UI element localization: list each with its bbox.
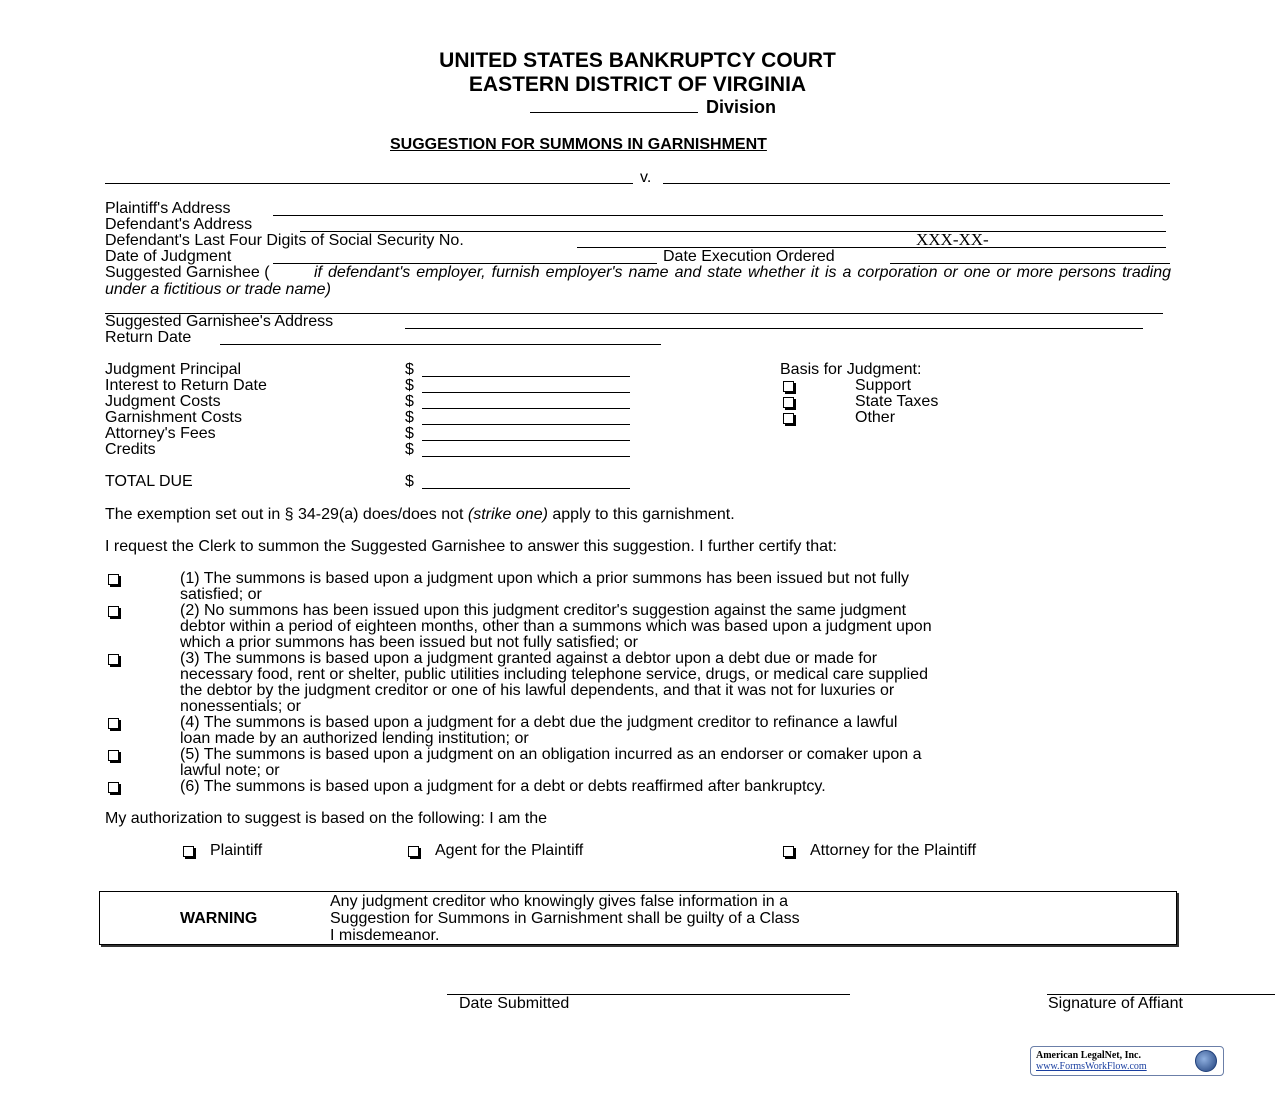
- basis-state-taxes-checkbox[interactable]: [783, 397, 794, 408]
- cert-2-text: which a prior summons has been issued but not fully satisfied; or: [180, 634, 639, 651]
- credits-field[interactable]: [422, 456, 630, 457]
- auth-plaintiff-label: Plaintiff: [210, 842, 263, 859]
- dollar-sign: $: [405, 393, 414, 410]
- judgment-costs-label: Judgment Costs: [105, 393, 221, 410]
- judgment-principal-label: Judgment Principal: [105, 361, 242, 378]
- suggested-garnishee-label: Suggested Garnishee (: [105, 264, 270, 281]
- defendant-name-blank[interactable]: [663, 183, 1170, 184]
- auth-attorney-checkbox[interactable]: [783, 846, 794, 857]
- globe-icon: [1195, 1050, 1217, 1072]
- versus: v.: [640, 169, 652, 186]
- authorization-label: My authorization to suggest is based on the following: I am the: [105, 810, 548, 827]
- cert-2-text: (2) No summons has been issued upon this judgment creditor's suggestion against the same judgment: [180, 602, 907, 619]
- court-name: UNITED STATES BANKRUPTCY COURT: [439, 49, 836, 72]
- defendant-address-label: Defendant's Address: [105, 216, 253, 233]
- interest-label: Interest to Return Date: [105, 377, 267, 394]
- dollar-sign: $: [405, 409, 414, 426]
- basis-other-label: Other: [855, 409, 896, 426]
- cert-3-text: nonessentials; or: [180, 698, 301, 715]
- total-due-label: TOTAL DUE: [105, 473, 193, 490]
- cert-2-checkbox[interactable]: [108, 606, 119, 617]
- publisher-name: American LegalNet, Inc.: [1036, 1050, 1141, 1061]
- signature-label: Signature of Affiant: [1048, 995, 1183, 1012]
- auth-agent-label: Agent for the Plaintiff: [435, 842, 584, 859]
- ssn-prefix: XXX-XX-: [916, 230, 989, 249]
- credits-label: Credits: [105, 441, 156, 458]
- exemption-statement: The exemption set out in § 34-29(a) does/does not (strike one) apply to this garnishment.: [105, 506, 735, 523]
- auth-attorney-label: Attorney for the Plaintiff: [810, 842, 977, 859]
- judgment-costs-field[interactable]: [422, 408, 630, 409]
- cert-4-text: (4) The summons is based upon a judgment for a debt due the judgment creditor to refinance a lawful: [180, 714, 898, 731]
- auth-plaintiff-checkbox[interactable]: [183, 846, 194, 857]
- dollar-sign: $: [405, 425, 414, 442]
- cert-6-checkbox[interactable]: [108, 782, 119, 793]
- suggested-garnishee-note: if defendant's employer, furnish employer's name and state whether it is a corporation or one or more persons trading under a fictitious or trade name): [105, 264, 1171, 298]
- basis-label: Basis for Judgment:: [780, 361, 922, 378]
- plaintiff-name-blank[interactable]: [105, 183, 633, 184]
- basis-support-checkbox[interactable]: [783, 381, 794, 392]
- dollar-sign: $: [405, 377, 414, 394]
- date-of-judgment-label: Date of Judgment: [105, 248, 232, 265]
- basis-support-label: Support: [855, 377, 912, 394]
- garnishment-costs-label: Garnishment Costs: [105, 409, 242, 426]
- cert-1-text: satisfied; or: [180, 586, 262, 603]
- cert-6-text: (6) The summons is based upon a judgment for a debt or debts reaffirmed after bankruptcy.: [180, 778, 826, 795]
- cert-5-checkbox[interactable]: [108, 750, 119, 761]
- cert-3-checkbox[interactable]: [108, 654, 119, 665]
- publisher-url[interactable]: www.FormsWorkFlow.com: [1036, 1061, 1147, 1072]
- date-execution-label: Date Execution Ordered: [663, 248, 835, 265]
- return-date-field[interactable]: [220, 344, 661, 345]
- attorneys-fees-field[interactable]: [422, 440, 630, 441]
- division-blank[interactable]: [530, 112, 698, 113]
- basis-other-checkbox[interactable]: [783, 413, 794, 424]
- cert-1-text: (1) The summons is based upon a judgment upon which a prior summons has been issued but not fully: [180, 570, 909, 587]
- total-due-field[interactable]: [422, 488, 630, 489]
- cert-5-text: lawful note; or: [180, 762, 280, 779]
- plaintiff-address-field[interactable]: [273, 215, 1163, 216]
- cert-3-text: the debtor by the judgment creditor or one of his lawful dependents, and that it was not for luxuries or: [180, 682, 895, 699]
- division-label: Division: [706, 97, 777, 117]
- cert-3-text: (3) The summons is based upon a judgment granted against a debtor upon a debt due or made for: [180, 650, 878, 667]
- garnishee-address-field[interactable]: [405, 328, 1143, 329]
- warning-text: I misdemeanor.: [330, 927, 440, 944]
- garnishee-address-label: Suggested Garnishee's Address: [105, 313, 334, 330]
- warning-text: Any judgment creditor who knowingly gives false information in a: [330, 893, 789, 910]
- cert-4-checkbox[interactable]: [108, 718, 119, 729]
- auth-agent-checkbox[interactable]: [408, 846, 419, 857]
- request-statement: I request the Clerk to summon the Suggested Garnishee to answer this suggestion. I further certify that:: [105, 538, 837, 555]
- interest-field[interactable]: [422, 392, 630, 393]
- cert-5-text: (5) The summons is based upon a judgment on an obligation incurred as an endorser or comaker upon a: [180, 746, 922, 763]
- date-submitted-label: Date Submitted: [459, 995, 570, 1012]
- form-title: SUGGESTION FOR SUMMONS IN GARNISHMENT: [390, 136, 767, 153]
- cert-3-text: necessary food, rent or shelter, public utilities including telephone service, drugs, or medical care supplied: [180, 666, 928, 683]
- dollar-sign: $: [405, 473, 414, 490]
- warning-text: Suggestion for Summons in Garnishment shall be guilty of a Class: [330, 910, 800, 927]
- ssn-label: Defendant's Last Four Digits of Social Security No.: [105, 232, 464, 249]
- cert-2-text: debtor within a period of eighteen months, other than a summons which was based upon a judgment upon: [180, 618, 932, 635]
- plaintiff-address-label: Plaintiff's Address: [105, 200, 231, 217]
- attorneys-fees-label: Attorney's Fees: [105, 425, 216, 442]
- warning-label: WARNING: [180, 910, 258, 927]
- judgment-principal-field[interactable]: [422, 376, 630, 377]
- cert-4-text: loan made by an authorized lending institution; or: [180, 730, 529, 747]
- return-date-label: Return Date: [105, 329, 192, 346]
- cert-1-checkbox[interactable]: [108, 574, 119, 585]
- publisher-logo[interactable]: [1030, 1046, 1224, 1076]
- basis-state-taxes-label: State Taxes: [855, 393, 939, 410]
- dollar-sign: $: [405, 361, 414, 378]
- dollar-sign: $: [405, 441, 414, 458]
- garnishment-costs-field[interactable]: [422, 424, 630, 425]
- district-name: EASTERN DISTRICT OF VIRGINIA: [468, 73, 807, 96]
